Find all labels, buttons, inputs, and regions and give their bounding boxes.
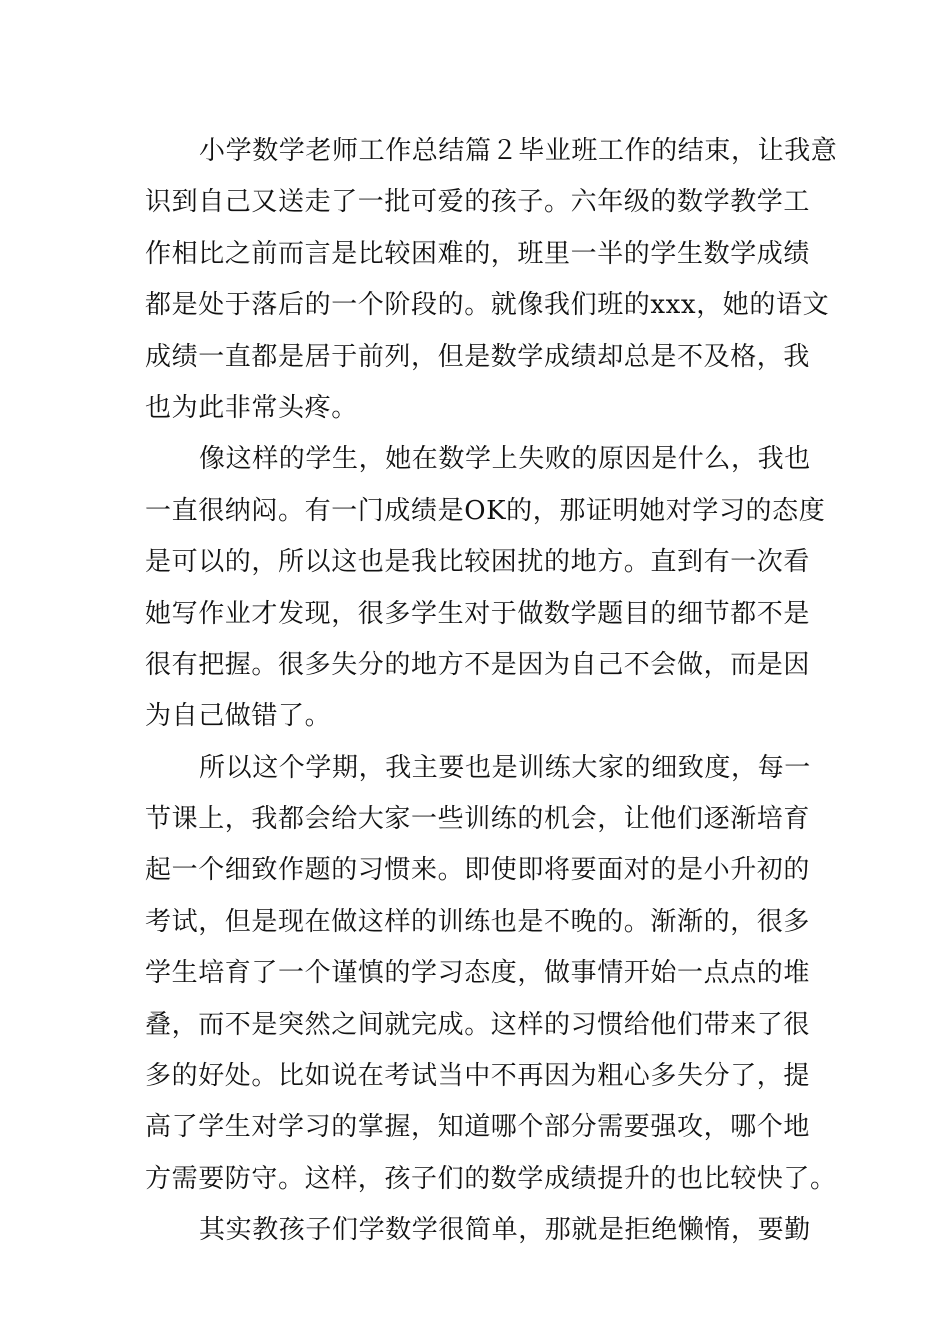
document-body	[145, 126, 838, 1257]
text-line: 她写作业才发现，很多学生对于做数学题目的细节都不是	[145, 598, 811, 629]
paragraph-4	[145, 1205, 811, 1256]
text-line: 作相比之前而言是比较困难的，班里一半的学生数学成绩	[145, 238, 811, 269]
text-line: 学生培育了一个谨慎的学习态度，做事情开始一点点的堆	[145, 958, 811, 989]
text-line: 小学数学老师工作总结篇２毕业班工作的结束，让我意	[199, 136, 838, 166]
text-line: 识到自己又送走了一批可爱的孩子。六年级的数学教学工	[145, 187, 811, 218]
paragraph-1	[145, 126, 838, 434]
text-line: 叠，而不是突然之间就完成。这样的习惯给他们带来了很	[145, 1009, 811, 1040]
text-line: 方需要防守。这样，孩子们的数学成绩提升的也比较快了。	[145, 1163, 837, 1194]
paragraph-2	[145, 434, 826, 742]
text-line: 起一个细致作题的习惯来。即使即将要面对的是小升初的	[145, 855, 811, 886]
text-line: 像这样的学生，她在数学上失败的原因是什么，我也	[199, 444, 811, 475]
text-line: 多的好处。比如说在考试当中不再因为粗心多失分了，提	[145, 1061, 811, 1092]
text-line: 也为此非常头疼。	[145, 392, 358, 423]
text-line: 其实教孩子们学数学很简单，那就是拒绝懒惰，要勤	[199, 1215, 811, 1246]
paragraph-3	[145, 743, 837, 1206]
text-line: 高了学生对学习的掌握，知道哪个部分需要强攻，哪个地	[145, 1112, 811, 1143]
text-line: 是可以的，所以这也是我比较困扰的地方。直到有一次看	[145, 547, 811, 578]
text-line: 都是处于落后的一个阶段的。就像我们班的xxx，她的语文	[145, 290, 830, 321]
text-line: 所以这个学期，我主要也是训练大家的细致度，每一	[199, 752, 811, 783]
text-line: 为自己做错了。	[145, 701, 332, 732]
text-line: 成绩一直都是居于前列，但是数学成绩却总是不及格，我	[145, 341, 811, 372]
text-line: 节课上，我都会给大家一些训练的机会，让他们逐渐培育	[145, 804, 811, 835]
text-line: 一直很纳闷。有一门成绩是OK的，那证明她对学习的态度	[145, 495, 826, 526]
text-line: 考试，但是现在做这样的训练也是不晚的。渐渐的，很多	[145, 906, 811, 937]
text-line: 很有把握。很多失分的地方不是因为自己不会做，而是因	[145, 649, 811, 680]
